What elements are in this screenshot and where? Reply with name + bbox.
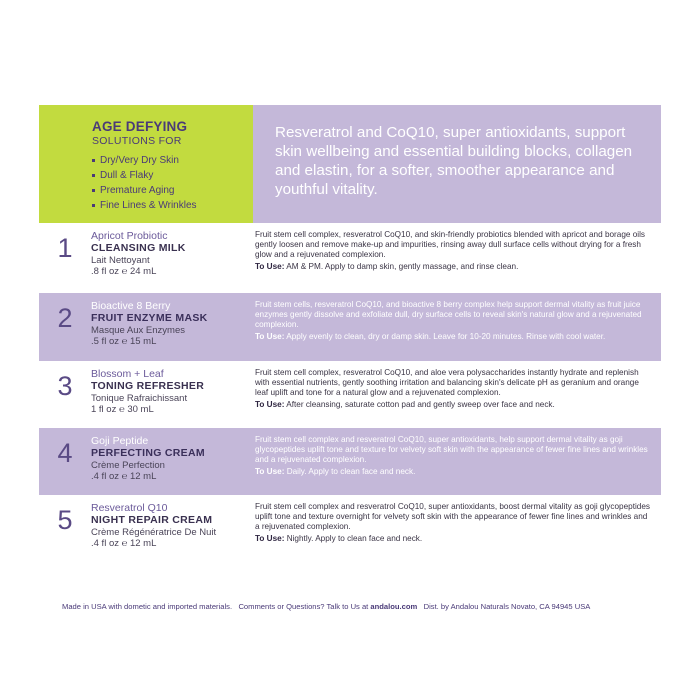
usage-text: Apply evenly to clean, dry or damp skin. Leave for 10-20 minutes. Rinse with cool water.	[286, 331, 606, 341]
product-name: TONING REFRESHER	[91, 380, 205, 392]
footer-contact: Comments or Questions? Talk to Us at	[238, 602, 369, 611]
product-french-name: Crème Régénératrice De Nuit	[91, 527, 217, 538]
concern-item: Premature Aging	[92, 183, 243, 198]
product-description-block	[251, 293, 661, 361]
product-subname: Goji Peptide	[91, 435, 149, 447]
product-name: PERFECTING CREAM	[91, 447, 205, 459]
concerns-list	[92, 153, 243, 213]
usage-instructions	[255, 332, 653, 342]
footer-distributor: Dist. by Andalou Naturals Novato, CA 94945 USA	[423, 602, 591, 611]
header-band	[39, 105, 661, 223]
product-size: .8 fl oz ℮ 24 mL	[91, 266, 157, 277]
footer-line	[62, 602, 590, 611]
header-solutions-box	[39, 105, 253, 223]
product-row	[39, 361, 661, 428]
product-description-block	[251, 428, 661, 495]
product-description-block	[251, 361, 661, 428]
step-number: 1	[57, 233, 73, 263]
step-number: 5	[57, 505, 73, 535]
product-description: Fruit stem cell complex and resveratrol CoQ10, super antioxidants, boost dermal vitality as goji glycopeptides uplift tone and texture overnight for velvety soft skin with the appearance of fewer fine lines and wrinkles and a rejuvenated complexion.	[255, 502, 651, 532]
product-name-block	[91, 223, 251, 293]
product-description: Fruit stem cell complex, resveratrol CoQ10, and aloe vera polysaccharides instantly hydrate and replenish with essential nutrients, gently soothing irritation and balancing skin's delicate pH as geranium and orange leaf uplift and tone for a natural glow and a rejuvenated complexion.	[255, 368, 639, 398]
step-number: 2	[57, 303, 73, 333]
usage-label: To Use:	[255, 466, 285, 476]
concern-item: Fine Lines & Wrinkles	[92, 198, 243, 213]
usage-label: To Use:	[255, 533, 285, 543]
usage-label: To Use:	[255, 331, 285, 341]
usage-instructions	[255, 534, 653, 544]
product-size: 1 fl oz ℮ 30 mL	[91, 404, 154, 415]
usage-text: AM & PM. Apply to damp skin, gently massage, and rinse clean.	[286, 261, 519, 271]
product-french-name: Masque Aux Enzymes	[91, 325, 185, 336]
product-french-name: Crème Perfection	[91, 460, 165, 471]
header-blurb: Resveratrol and CoQ10, super antioxidants, support skin wellbeing and essential building blocks, collagen and elastin, for a softer, smoother appearance and youthful vitality.	[275, 124, 633, 198]
product-subname: Resveratrol Q10	[91, 502, 168, 514]
product-size: .4 fl oz ℮ 12 mL	[91, 538, 157, 549]
product-name-block	[91, 293, 251, 361]
concern-item: Dull & Flaky	[92, 168, 243, 183]
header-subtitle: SOLUTIONS FOR	[92, 135, 182, 147]
product-name-block	[91, 361, 251, 428]
product-size: .5 fl oz ℮ 15 mL	[91, 336, 157, 347]
product-description: Fruit stem cell complex and resveratrol CoQ10, super antioxidants, help support dermal vitality as goji glycopeptides uplift tone and texture for velvety soft skin with the appearance of fewer fine lines and wrinkles and a rejuvenated complexion.	[255, 435, 648, 465]
product-description-block	[251, 495, 661, 563]
usage-label: To Use:	[255, 261, 285, 271]
product-name-block	[91, 495, 251, 563]
product-guide-panel	[39, 105, 661, 563]
product-name: FRUIT ENZYME MASK	[91, 312, 208, 324]
concern-item: Dry/Very Dry Skin	[92, 153, 243, 168]
product-subname: Bioactive 8 Berry	[91, 300, 171, 312]
product-name-block	[91, 428, 251, 495]
footer-website: andalou.com	[370, 602, 418, 611]
product-description: Fruit stem cell complex, resveratrol CoQ10, and skin-friendly probiotics blended with apricot and borage oils gently loosen and remove make-up and impurities, rinsing away dull surface cells without drying for a fresh glow and a rejuvenated complexion.	[255, 230, 645, 260]
product-subname: Apricot Probiotic	[91, 230, 168, 242]
header-blurb-box	[253, 105, 661, 223]
usage-text: Daily. Apply to clean face and neck.	[286, 466, 416, 476]
footer-made-in: Made in USA with dometic and imported materials.	[62, 602, 233, 611]
step-number: 4	[57, 438, 73, 468]
usage-label: To Use:	[255, 399, 285, 409]
usage-text: After cleansing, saturate cotton pad and gently sweep over face and neck.	[286, 399, 555, 409]
product-name: CLEANSING MILK	[91, 242, 186, 254]
product-row	[39, 428, 661, 495]
product-description: Fruit stem cells, resveratrol CoQ10, and bioactive 8 berry complex help support dermal vitality as fruit juice enzymes gently dissolve and exfoliate dull, dry surface cells to reveal skin's natural glow and a rejuvenated complexion.	[255, 300, 642, 330]
product-size: .4 fl oz ℮ 12 mL	[91, 471, 157, 482]
usage-instructions	[255, 262, 653, 272]
header-title: AGE DEFYING	[92, 119, 188, 134]
product-row	[39, 223, 661, 293]
product-french-name: Tonique Rafraichissant	[91, 393, 188, 404]
product-french-name: Lait Nettoyant	[91, 255, 150, 266]
usage-text: Nightly. Apply to clean face and neck.	[286, 533, 423, 543]
product-row	[39, 495, 661, 563]
usage-instructions	[255, 400, 653, 410]
product-row	[39, 293, 661, 361]
product-description-block	[251, 223, 661, 293]
step-number: 3	[57, 371, 73, 401]
product-subname: Blossom + Leaf	[91, 368, 164, 380]
usage-instructions	[255, 467, 653, 477]
product-name: NIGHT REPAIR CREAM	[91, 514, 213, 526]
